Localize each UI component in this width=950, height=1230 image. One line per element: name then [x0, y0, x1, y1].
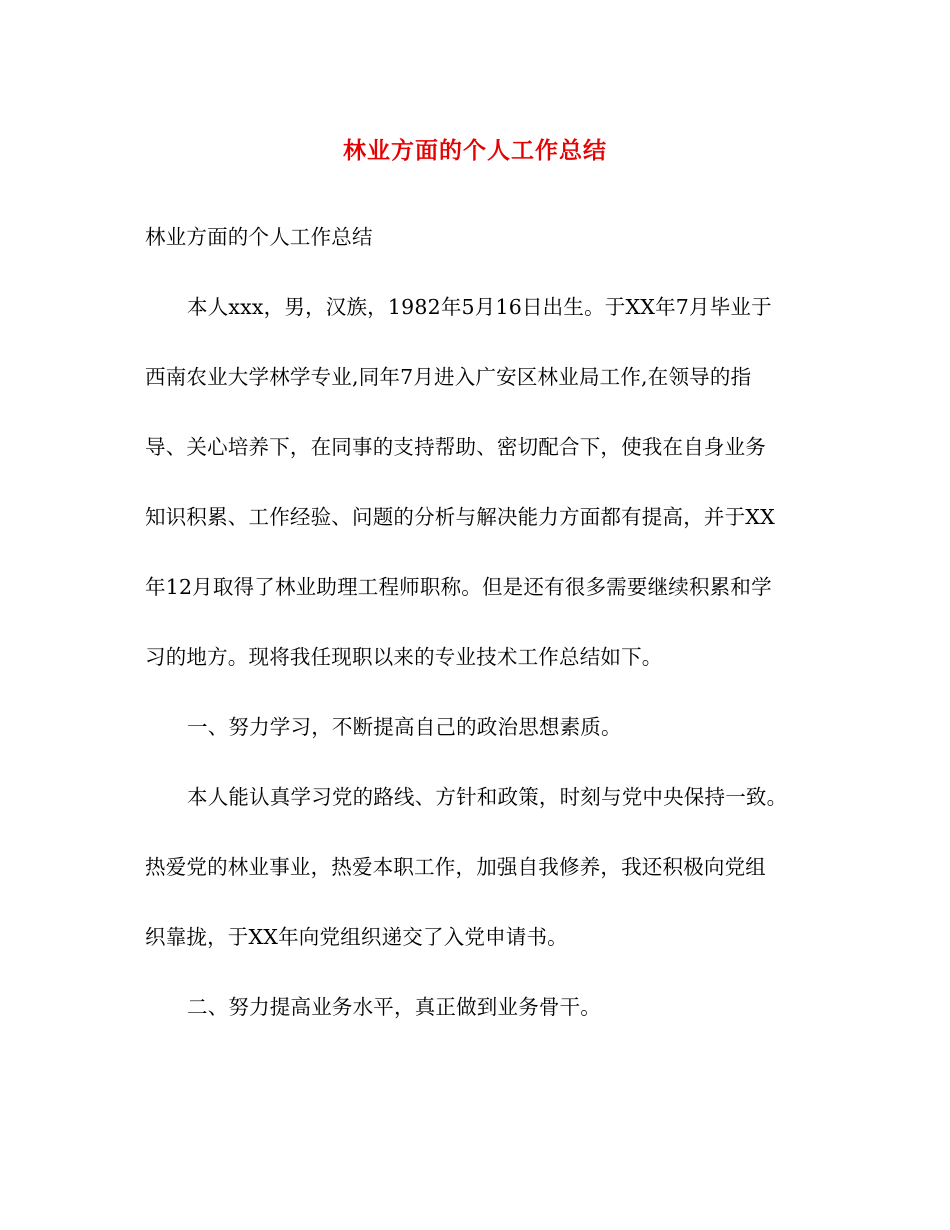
section-heading-2: 二、努力提高业务水平，真正做到业务骨干。: [187, 995, 601, 1019]
body-line: 习的地方。现将我任现职以来的专业技术工作总结如下。: [145, 645, 663, 669]
body-line-subtitle: 林业方面的个人工作总结: [145, 225, 373, 249]
body-line: 导、关心培养下，在同事的支持帮助、密切配合下，使我在自身业务: [145, 435, 766, 459]
section-heading-1: 一、努力学习，不断提高自己的政治思想素质。: [187, 715, 622, 739]
document-body: [145, 222, 807, 1062]
body-line-paragraph-start: 本人能认真学习党的路线、方针和政策，时刻与党中央保持一致。: [187, 785, 788, 809]
body-line: 热爱党的林业事业，热爱本职工作，加强自我修养，我还积极向党组: [145, 855, 766, 879]
body-line-paragraph-start: 本人xxx，男，汉族，1982年5月16日出生。于XX年7月毕业于: [187, 295, 772, 319]
document-title: 林业方面的个人工作总结: [343, 137, 607, 164]
body-line: 西南农业大学林学专业,同年7月进入广安区林业局工作,在领导的指: [145, 365, 752, 389]
body-line: 织靠拢，于XX年向党组织递交了入党申请书。: [145, 925, 568, 949]
body-line: 年12月取得了林业助理工程师职称。但是还有很多需要继续积累和学: [145, 575, 772, 599]
body-line: 知识积累、工作经验、问题的分析与解决能力方面都有提高，并于XX: [145, 505, 775, 529]
